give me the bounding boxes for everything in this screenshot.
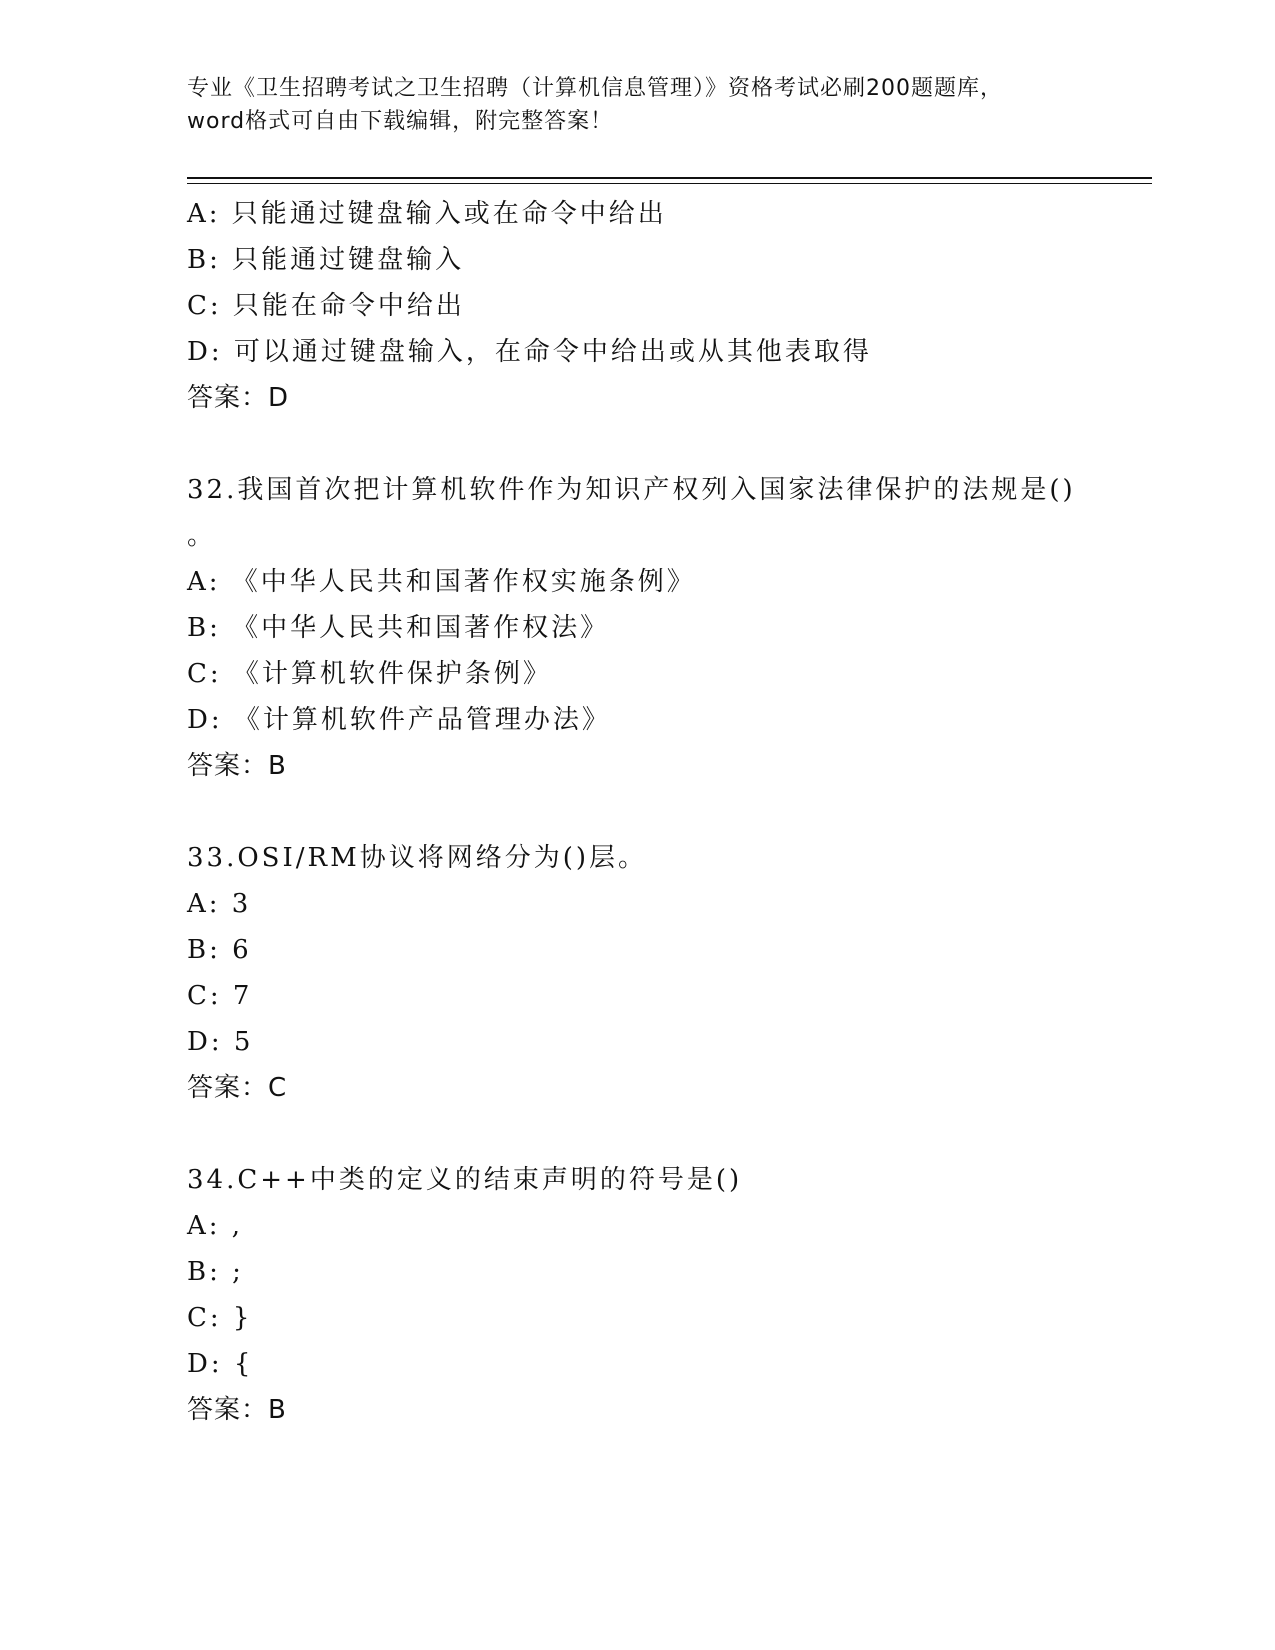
option-c: C: }	[187, 1303, 253, 1333]
answer: 答案：C	[187, 1073, 288, 1103]
header-divider-thick	[187, 177, 1152, 179]
question-text: 32.我国首次把计算机软件作为知识产权列入国家法律保护的法规是()	[187, 475, 1076, 505]
answer: 答案：B	[187, 751, 287, 781]
option-c: C: 《计算机软件保护条例》	[187, 659, 552, 689]
header-line-2: word格式可自由下载编辑，附完整答案！	[187, 109, 614, 134]
option-b: B: ;	[187, 1257, 244, 1287]
question-text: 33.OSI/RM协议将网络分为()层。	[187, 843, 647, 873]
question-text-continued: 。	[187, 521, 217, 551]
question-text: 34.C++中类的定义的结束声明的符号是()	[187, 1165, 743, 1195]
option-d: D: {	[187, 1349, 254, 1379]
option-a: A: 只能通过键盘输入或在命令中给出	[187, 199, 667, 229]
document-header	[187, 72, 1087, 138]
option-c: C: 只能在命令中给出	[187, 291, 465, 321]
option-d: D: 5	[187, 1027, 254, 1057]
option-d: D: 可以通过键盘输入，在命令中给出或从其他表取得	[187, 337, 872, 367]
question-34	[187, 1157, 1152, 1433]
question-31-continued	[187, 191, 1152, 421]
option-d: D: 《计算机软件产品管理办法》	[187, 705, 611, 735]
option-b: B: 6	[187, 935, 252, 965]
answer: 答案：B	[187, 1395, 287, 1425]
option-a: A: 《中华人民共和国著作权实施条例》	[187, 567, 696, 597]
option-a: A: ,	[187, 1211, 244, 1241]
option-b: B: 《中华人民共和国著作权法》	[187, 613, 610, 643]
header-divider-thin	[187, 183, 1152, 184]
option-c: C: 7	[187, 981, 253, 1011]
option-b: B: 只能通过键盘输入	[187, 245, 465, 275]
answer: 答案：D	[187, 383, 290, 413]
question-33	[187, 835, 1152, 1111]
question-32	[187, 467, 1152, 789]
question-list	[187, 191, 1152, 1433]
header-line-1: 专业《卫生招聘考试之卫生招聘（计算机信息管理）》资格考试必刷200题题库，	[187, 76, 1003, 101]
option-a: A: 3	[187, 889, 252, 919]
